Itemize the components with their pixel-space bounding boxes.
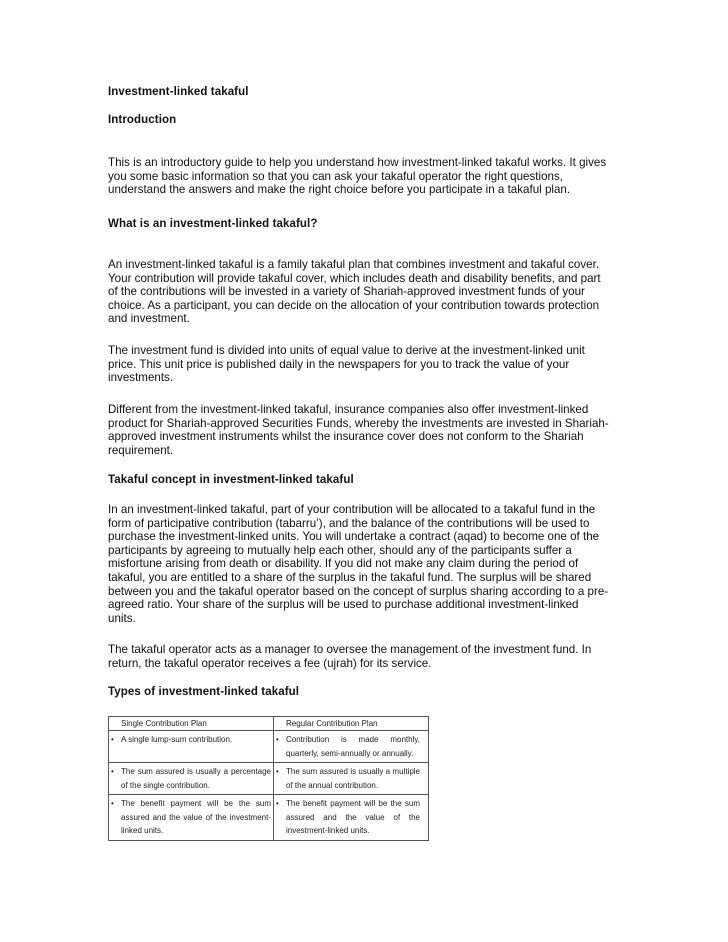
what-is-paragraph-2	[108, 344, 630, 385]
paragraph-line: takaful, you are entitled to a share of the surplus in the takaful fund. The surplus will be shared	[108, 570, 592, 584]
paragraph-line: form of participative contribution (tabarru’), and the balance of the contributions will be used to	[108, 516, 590, 530]
column-header-single: Single Contribution Plan	[121, 719, 207, 728]
table-row	[109, 731, 429, 763]
table-row	[109, 795, 429, 841]
bullet-icon: •	[111, 735, 114, 744]
paragraph-line: approved investment instruments whilst the insurance cover does not conform to the Shariah	[108, 430, 584, 444]
paragraph-line: requirement.	[108, 443, 174, 457]
concept-heading: Takaful concept in investment-linked takaful	[108, 474, 354, 486]
cell-text: The sum assured is usually a percentage of the single contribution.	[121, 767, 271, 790]
paragraph-line: This is an introductory guide to help you understand how investment-linked takaful works. It gives	[108, 156, 607, 169]
what-is-paragraph-3	[108, 403, 630, 457]
paragraph-line: between you and the takaful operator based on the concept of surplus sharing according to a pre-	[108, 584, 609, 598]
cell-text: The benefit payment will be the sum assured and the value of the investment-linked units.	[286, 799, 420, 835]
table-cell	[274, 795, 428, 840]
paragraph-line: The takaful operator acts as a manager to oversee the management of the investment fund. In	[108, 643, 592, 656]
document-title: Investment-linked takaful	[108, 86, 249, 98]
paragraph-line: return, the takaful operator receives a fee (ujrah) for its service.	[108, 656, 432, 670]
paragraph-line: participants by agreeing to mutually help each other, should any of the participants suffer a	[108, 543, 572, 557]
cell-text: The sum assured is usually a multiple of the annual contribution.	[286, 767, 420, 790]
types-heading: Types of investment-linked takaful	[108, 686, 300, 698]
bullet-icon: •	[276, 799, 279, 808]
cell-text: Contribution is made monthly, quarterly, semi-annually or annually.	[286, 735, 420, 758]
cell-text: A single lump-sum contribution.	[121, 735, 233, 744]
table-cell	[109, 763, 273, 794]
what-is-paragraph-1	[108, 258, 630, 326]
table-cell	[109, 731, 273, 749]
paragraph-line: purchase the investment-linked units. You will undertake a contract (aqad) to become one of the	[108, 530, 600, 544]
paragraph-line: Different from the investment-linked takaful, insurance companies also offer investment-linked	[108, 403, 589, 416]
table-header-row	[109, 717, 429, 731]
paragraph-line: An investment-linked takaful is a family takaful plan that combines investment and takaful cover.	[108, 258, 600, 271]
table-cell	[109, 795, 273, 840]
table-cell	[274, 731, 428, 762]
paragraph-line: you some basic information so that you can ask your takaful operator the right questions,	[108, 169, 563, 183]
paragraph-line: of the contributions will be invested in a variety of Shariah-approved investment funds of your	[108, 285, 585, 299]
plans-table	[108, 716, 429, 841]
paragraph-line: The investment fund is divided into units of equal value to derive at the investment-linked unit	[108, 344, 585, 357]
paragraph-line: and investment.	[108, 312, 190, 326]
introduction-heading: Introduction	[108, 114, 177, 126]
what-is-heading: What is an investment-linked takaful?	[108, 218, 318, 230]
bullet-icon: •	[276, 767, 279, 776]
bullet-icon: •	[111, 799, 114, 808]
paragraph-line: agreed ratio. Your share of the surplus will be used to purchase additional investment-linked	[108, 598, 579, 612]
table-cell	[274, 763, 428, 794]
bullet-icon: •	[276, 735, 279, 744]
introduction-paragraph	[108, 156, 630, 197]
paragraph-line: misfortune arising from death or disability. If you did not make any claim during the period of	[108, 557, 579, 571]
paragraph-line: investments.	[108, 371, 174, 385]
concept-paragraph-2	[108, 643, 630, 670]
paragraph-line: units.	[108, 611, 136, 625]
paragraph-line: Your contribution will provide takaful cover, which includes death and disability benefits, and part	[108, 271, 601, 285]
paragraph-line: price. This unit price is published daily in the newspapers for you to track the value of your	[108, 357, 570, 371]
column-header-regular: Regular Contribution Plan	[286, 719, 378, 728]
bullet-icon: •	[111, 767, 114, 776]
concept-paragraph-1	[108, 503, 630, 625]
table-row	[109, 763, 429, 795]
paragraph-line: understand the answers and make the right choice before you participate in a takaful plan.	[108, 183, 571, 197]
cell-text: The benefit payment will be the sum assured and the value of the investment-linked units.	[121, 799, 271, 835]
paragraph-line: choice. As a participant, you can decide on the allocation of your contribution towards protection	[108, 298, 600, 312]
paragraph-line: In an investment-linked takaful, part of your contribution will be allocated to a takaful fund in the	[108, 503, 596, 516]
paragraph-line: product for Shariah-approved Securities Funds, whereby the investments are invested in Shariah-	[108, 416, 609, 430]
